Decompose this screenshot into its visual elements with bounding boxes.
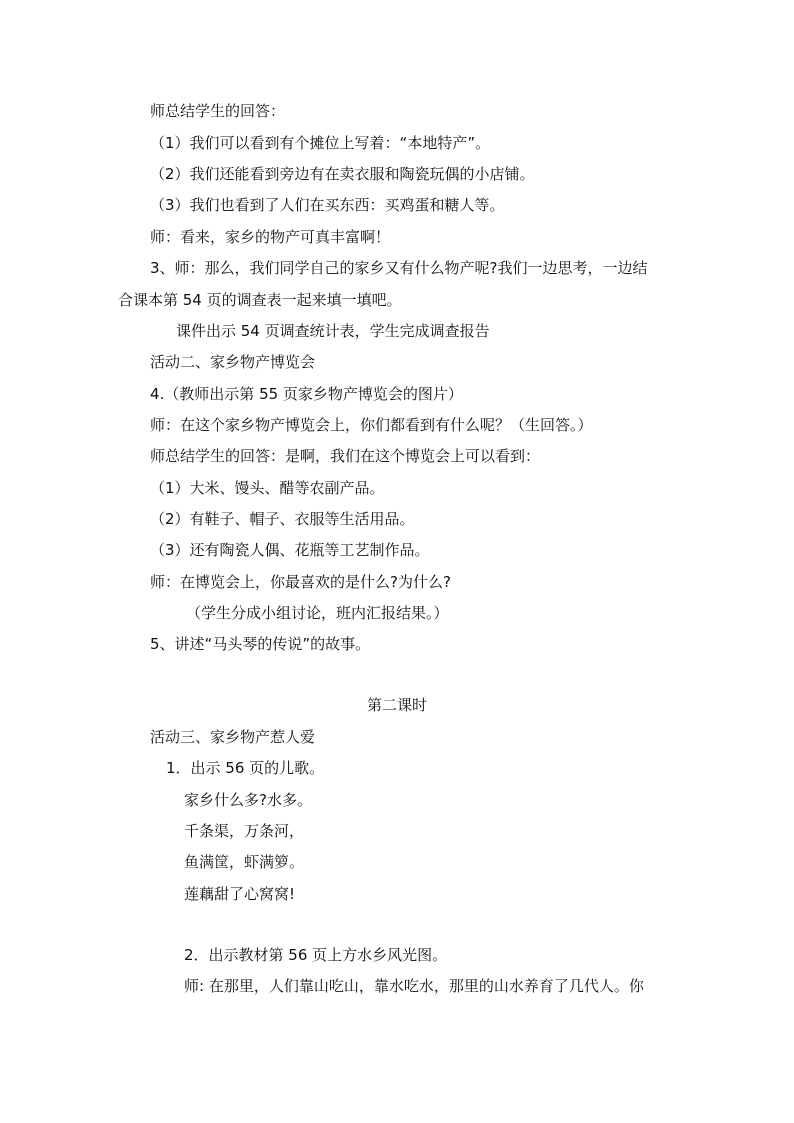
lesson-title: 第二课时 [366,696,427,714]
text-line: 师：在博览会上，你最喜欢的是什么?为什么? [150,573,451,591]
text-line: （3）还有陶瓷人偶、花瓶等工艺制作品。 [150,541,430,559]
text-line: （1）我们可以看到有个摊位上写着：“本地特产”。 [150,134,491,152]
text-line: 3、师：那么，我们同学自己的家乡又有什么物产呢?我们一边思考，一边结 [150,259,648,277]
text-line: 4.（教师出示第 55 页家乡物产博览会的图片） [150,385,463,403]
text-line: （1）大米、馒头、醋等农副产品。 [150,479,385,497]
text-line: 师: 在那里，人们靠山吃山，靠水吃水，那里的山水养育了几代人。你 [184,977,644,995]
text-line: （学生分成小组讨论，班内汇报结果。） [186,604,449,622]
poem-line: 莲藕甜了心窝窝! [184,885,296,903]
text-line: （3）我们也看到了人们在买东西：买鸡蛋和糖人等。 [150,196,505,214]
poem-line: 家乡什么多?水多。 [184,791,312,809]
text-line: 师总结学生的回答：是啊，我们在这个博览会上可以看到： [150,447,541,465]
poem-line: 鱼满筐，虾满箩。 [184,853,305,871]
text-line: 1．出示 56 页的儿歌。 [166,759,325,777]
text-line: 师：在这个家乡物产博览会上，你们都看到有什么呢？（生回答。） [150,416,593,434]
text-line: 5、讲述“马头琴的传说”的故事。 [150,635,371,653]
text-line: （2）有鞋子、帽子、衣服等生活用品。 [150,510,415,528]
text-line: 2．出示教材第 56 页上方水乡风光图。 [184,946,448,964]
poem-line: 千条渠，万条河， [184,822,305,840]
text-line: （2）我们还能看到旁边有在卖衣服和陶瓷玩偶的小店铺。 [150,165,535,183]
text-line: 合课本第 54 页的调查表一起来填一填吧。 [118,291,402,309]
text-line: 课件出示 54 页调查统计表，学生完成调查报告 [176,322,490,340]
text-line: 师总结学生的回答： [150,102,286,120]
text-line: 师：看来，家乡的物产可真丰富啊！ [150,228,391,246]
section-heading: 活动二、家乡物产博览会 [150,353,316,371]
section-heading: 活动三、家乡物产惹人爱 [150,728,316,746]
